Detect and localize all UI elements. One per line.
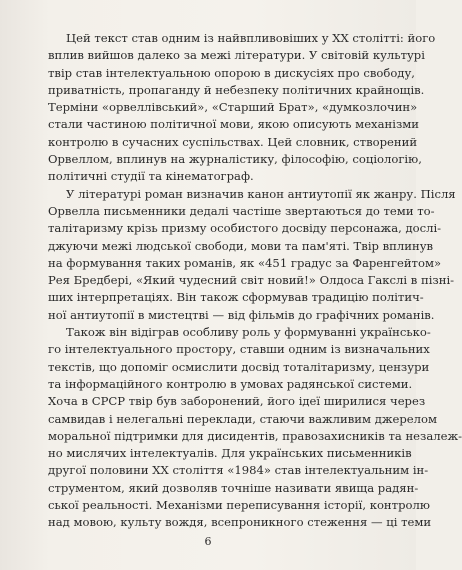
text-line: ної антиутопії в мистецтві — від фільмів до графічних романів. [48,307,435,322]
text-line: У літературі роман визначив канон антиутопії як жанру. Після [66,186,456,201]
text-line: талітаризму крізь призму особистого досвіду персонажа, дослі- [48,221,442,236]
text-line: політичні студії та кінематограф. [48,169,254,184]
text-line: текстів, що допоміг осмислити досвід тоталітаризму, цензури [48,359,430,374]
paragraph-2 [48,186,456,324]
text-line: джуючи межі людської свободи, мови та пам'яті. Твір вплинув [48,238,434,253]
text-line: самвидав і нелегальні переклади, стаючи важливим джерелом [48,411,438,426]
text-line: Орвеллом, вплинув на журналістику, філософію, соціологію, [48,152,422,167]
text-line: та інформаційного контролю в умовах радянської системи. [48,376,413,391]
text-line: го інтелектуального простору, ставши одним із визначальних [48,342,430,357]
page-number: 6 [204,535,212,548]
text-line: стали частиною політичної мови, якою описують механізми [48,117,420,132]
text-line: приватність, пропаганду й небезпеку політичних крайнощів. [48,82,425,97]
text-line: вплив вийшов далеко за межі літератури. У світовій культурі [48,48,425,63]
text-line: контролю в сучасних суспільствах. Цей словник, створений [48,134,418,149]
text-line: другої половини XX століття «1984» став інтелектуальним ін- [48,463,429,478]
text-line: Цей текст став одним із найвпливовіших у XX столітті: його [66,31,436,45]
text-line: струментом, який дозволяв точніше називати явища радян- [48,480,419,495]
body-text [48,30,462,532]
text-line: Рея Бредбері, «Який чудесний світ новий!» Олдоса Гакслі в пізні- [48,273,455,288]
text-line: Хоча в СРСР твір був заборонений, його ідеї ширилися через [48,394,426,409]
text-line: Терміни «орвеллівський», «Старший Брат», «думкозлочин» [48,100,418,115]
text-line: ської реальності. Механізми переписування історії, контролю [48,498,430,513]
text-line: над мовою, культу вождя, всепроникного стеження — ці теми [48,515,432,530]
text-line: ших інтерпретаціях. Він також сформував традицію політич- [48,290,424,305]
paragraph-1 [48,30,436,186]
text-line: но мислячих інтелектуалів. Для українських письменників [48,446,412,461]
text-line: Також він відіграв особливу роль у формуванні українсько- [66,325,431,340]
text-line: Орвелла письменники дедалі частіше звертаються до теми то- [48,203,435,218]
text-line: на формування таких романів, як «451 градус за Фаренгейтом» [48,255,442,270]
text-line: твір став інтелектуальною опорою в дискусіях про свободу, [48,65,415,80]
text-line: моральної підтримки для дисидентів, правозахисників та незалеж- [48,428,462,443]
paragraph-3 [48,324,462,532]
